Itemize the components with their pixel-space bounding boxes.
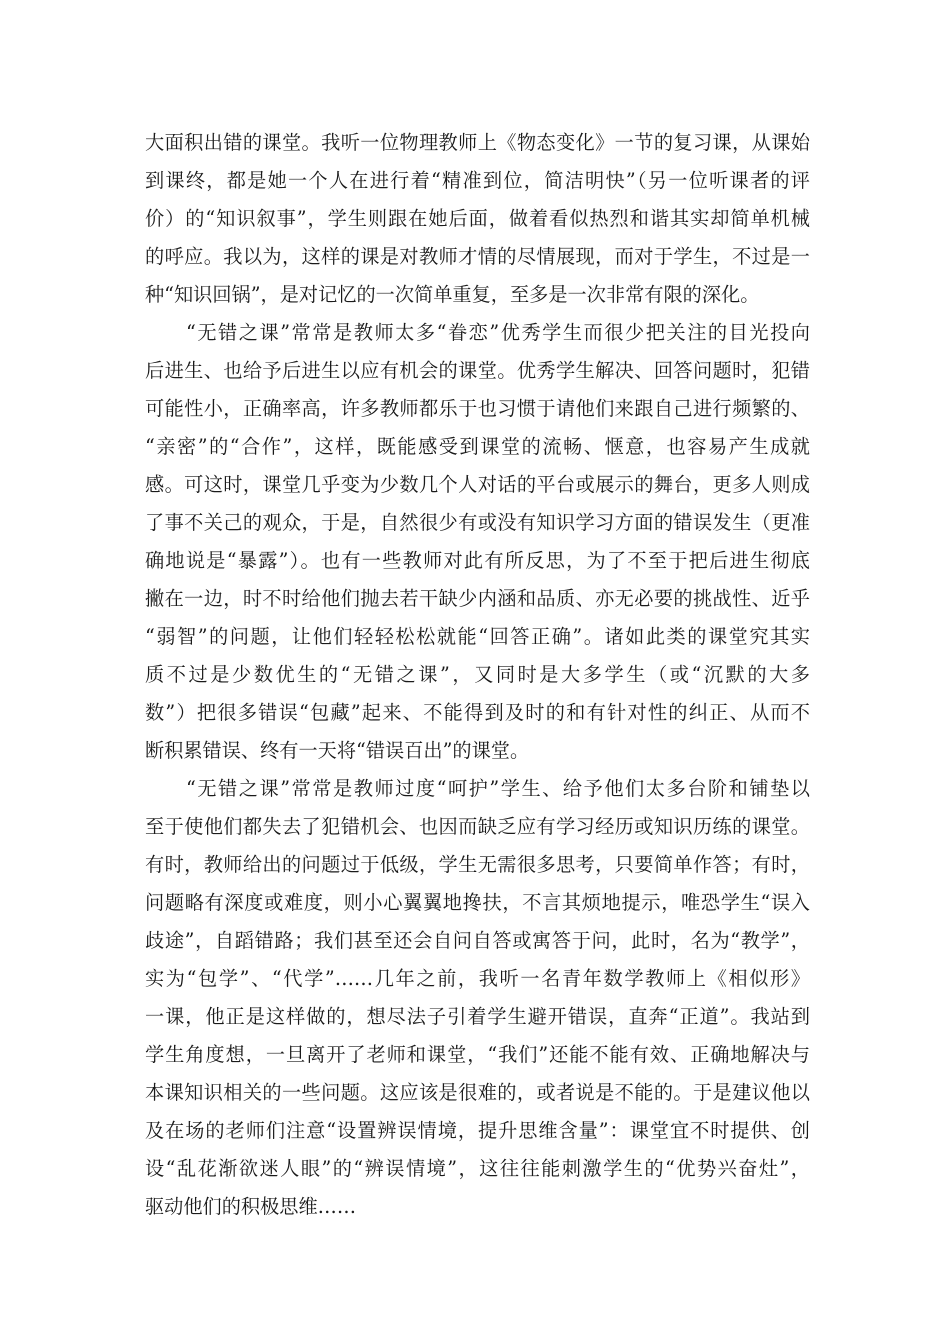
- text-line: 至于使他们都失去了犯错机会、也因而缺乏应有学习经历或知识历练的课堂。: [145, 815, 810, 838]
- text-line: 实为“包学”、“代学”……几年之前，我听一名青年数学教师上《相似形》: [145, 967, 810, 990]
- text-line: 一课，他正是这样做的，想尽法子引着学生避开错误，直奔“正道”。我站到: [145, 1005, 810, 1028]
- text-line: 问题略有深度或难度，则小心翼翼地搀扶，不言其烦地提示，唯恐学生“误入: [145, 891, 810, 914]
- paragraph-first-line: “无错之课”常常是教师过度“呵护”学生、给予他们太多台阶和铺垫以: [186, 777, 810, 800]
- text-line: 断积累错误、终有一天将“错误百出”的课堂。: [145, 739, 530, 762]
- text-line: 学生角度想，一旦离开了老师和课堂，“我们”还能不能有效、正确地解决与: [145, 1043, 810, 1066]
- text-line: 确地说是“暴露”）。也有一些教师对此有所反思，为了不至于把后进生彻底: [145, 549, 810, 572]
- text-line: 了事不关己的观众，于是，自然很少有或没有知识学习方面的错误发生（更准: [145, 511, 810, 534]
- text-line: 数”）把很多错误“包藏”起来、不能得到及时的和有针对性的纠正、从而不: [145, 701, 810, 724]
- paragraph-first-line: “无错之课”常常是教师太多“眷恋”优秀学生而很少把关注的目光投向: [186, 321, 810, 344]
- text-line: 本课知识相关的一些问题。这应该是很难的，或者说是不能的。于是建议他以: [145, 1081, 810, 1104]
- text-line: 及在场的老师们注意“设置辨误情境，提升思维含量”：课堂宜不时提供、创: [145, 1119, 810, 1142]
- text-line: 有时，教师给出的问题过于低级，学生无需很多思考，只要简单作答；有时，: [145, 853, 810, 876]
- text-line: 可能性小，正确率高，许多教师都乐于也习惯于请他们来跟自己进行频繁的、: [145, 397, 810, 420]
- text-line: 设“乱花渐欲迷人眼”的“辨误情境”，这往往能刺激学生的“优势兴奋灶”，: [145, 1157, 810, 1180]
- text-line: 到课终，都是她一个人在进行着“精准到位，简洁明快”（另一位听课者的评: [145, 169, 810, 192]
- text-line: 种“知识回锅”，是对记忆的一次简单重复，至多是一次非常有限的深化。: [145, 283, 760, 306]
- text-line: “弱智”的问题，让他们轻轻松松就能“回答正确”。诸如此类的课堂究其实: [145, 625, 810, 648]
- text-line: 质不过是少数优生的“无错之课”，又同时是大多学生（或“沉默的大多: [145, 663, 810, 686]
- text-line: “亲密”的“合作”，这样，既能感受到课堂的流畅、惬意，也容易产生成就: [145, 435, 810, 458]
- text-line: 大面积出错的课堂。我听一位物理教师上《物态变化》一节的复习课，从课始: [145, 131, 810, 154]
- text-line: 驱动他们的积极思维……: [145, 1195, 357, 1218]
- text-line: 的呼应。我以为，这样的课是对教师才情的尽情展现，而对于学生，不过是一: [145, 245, 810, 268]
- text-line: 撇在一边，时不时给他们抛去若干缺少内涵和品质、亦无必要的挑战性、近乎: [145, 587, 810, 610]
- text-line: 价）的“知识叙事”，学生则跟在她后面，做着看似热烈和谐其实却简单机械: [145, 207, 810, 230]
- text-line: 后进生、也给予后进生以应有机会的课堂。优秀学生解决、回答问题时，犯错: [145, 359, 810, 382]
- text-line: 感。可这时，课堂几乎变为少数几个人对话的平台或展示的舞台，更多人则成: [145, 473, 810, 496]
- text-line: 歧途”，自蹈错路；我们甚至还会自问自答或寓答于问，此时，名为“教学”，: [145, 929, 810, 952]
